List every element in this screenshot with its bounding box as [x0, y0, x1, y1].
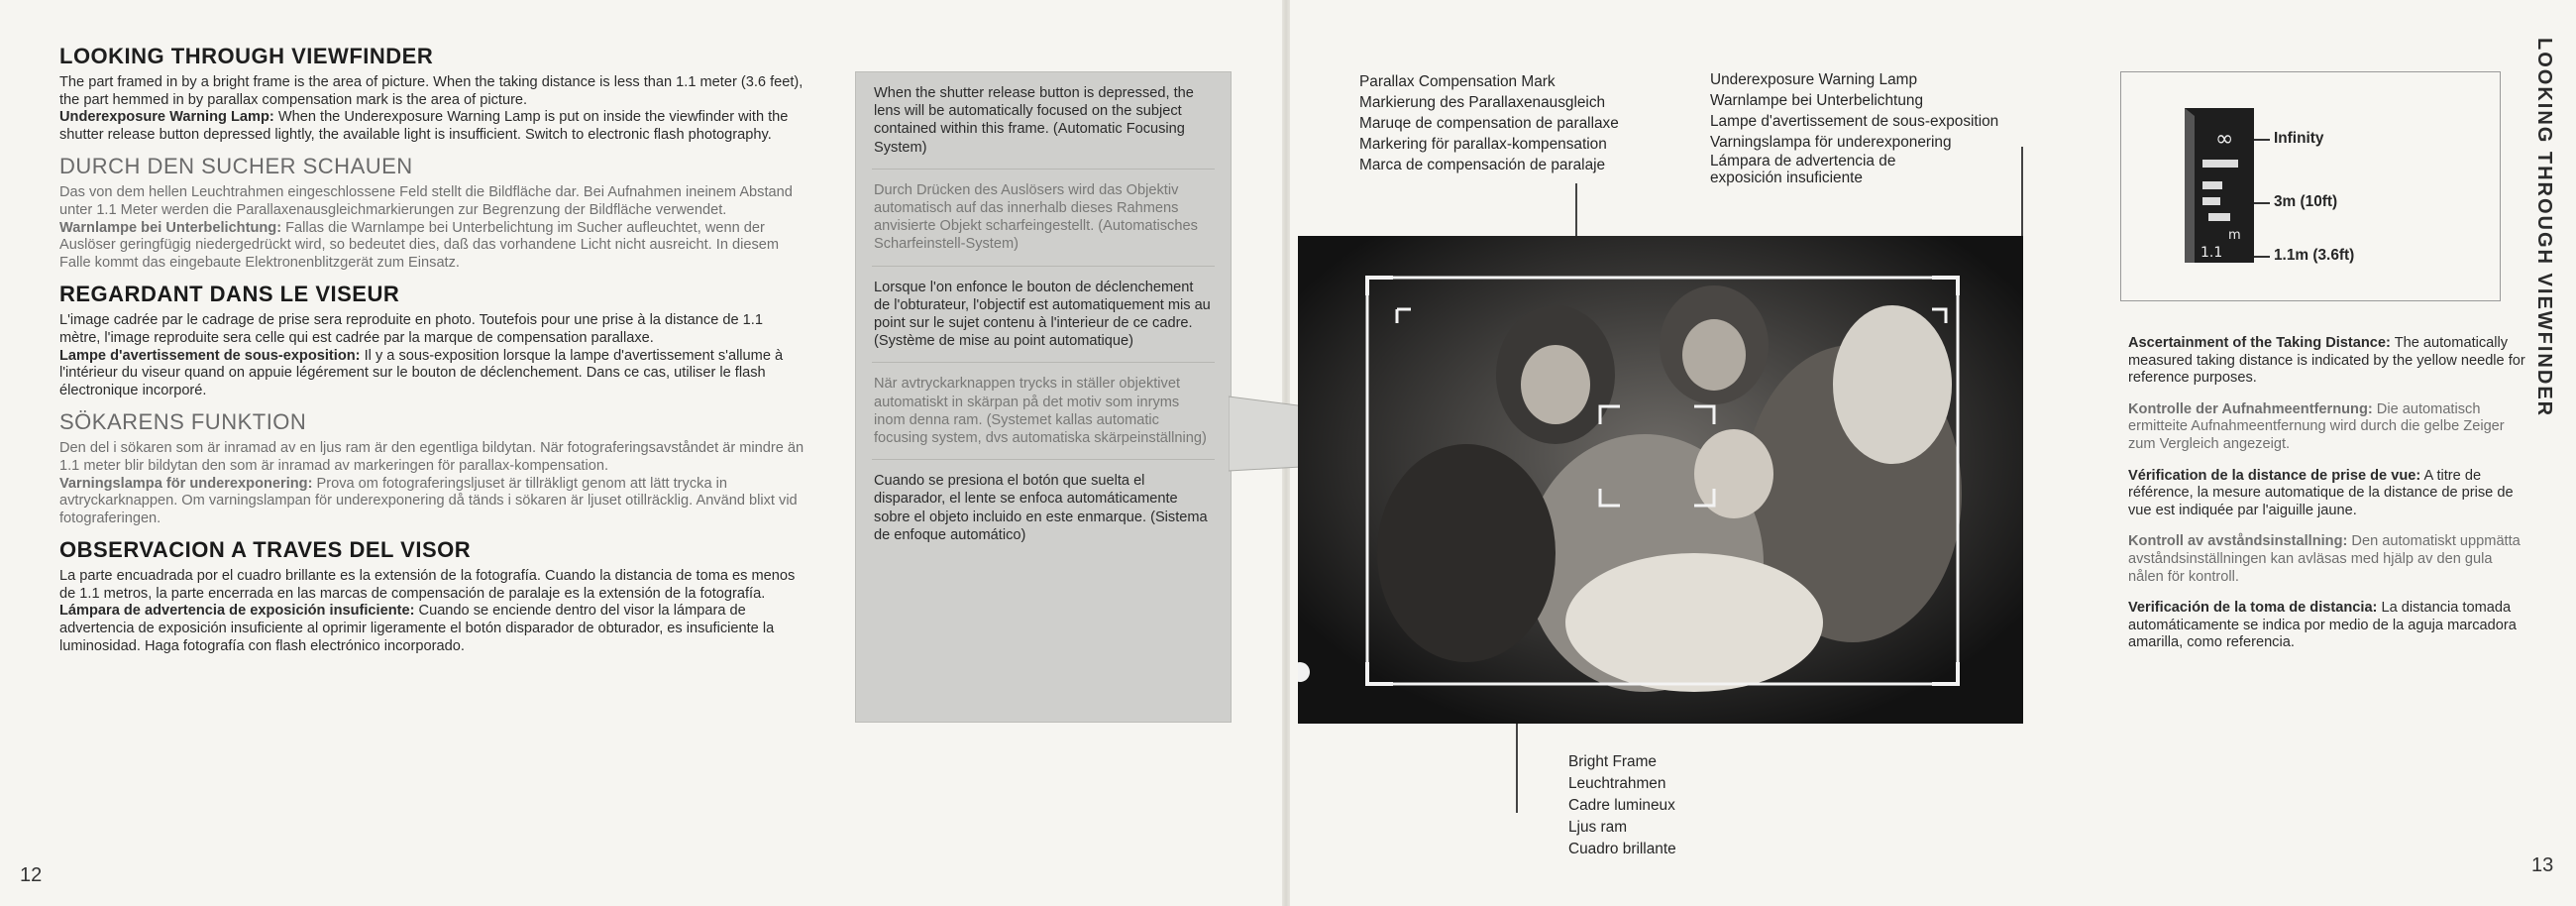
section-paragraph-2 — [59, 603, 807, 655]
label-line: Cuadro brillante — [1568, 841, 1676, 857]
term-text: A titre de référence, la mesure automatique de la distance de prise de vue est indiquée par l'aiguille jaune. — [2128, 467, 2514, 518]
label-line: Cadre lumineux — [1568, 797, 1675, 814]
section-english — [59, 44, 807, 144]
page-number-right: 13 — [2531, 854, 2554, 876]
distance-text-fr — [2128, 468, 2526, 520]
section-paragraph: Den del i sökaren som är inramad av en ljus ram är den egentliga bildytan. När fotograferingsavståndet är mindre än 1.1 meter blir bildytan den som är inramad av markeringen för parallax-kompensation. — [59, 440, 805, 474]
leader-line-frame — [1516, 724, 1518, 813]
term: Ascertainment of the Taking Distance: — [2128, 335, 2391, 351]
term-text: Die automatisch ermitteite Aufnahmeentfernung wird durch die gelbe Zeiger zum Vergleich angezeigt. — [2128, 400, 2505, 452]
distance-text-en — [2128, 335, 2526, 388]
label-line: Underexposure Warning Lamp — [1710, 71, 1918, 88]
label-line: Warnlampe bei Unterbelichtung — [1710, 92, 1924, 109]
label-line: Lampe d'avertissement de sous-exposition — [1710, 113, 1999, 130]
term: Lámpara de advertencia de exposición insuficiente: — [59, 603, 415, 620]
autofocus-callout-box — [855, 71, 1232, 723]
scale-mark-m: m — [2228, 228, 2241, 243]
term: Varningslampa för underexponering: — [59, 475, 313, 492]
term: Kontroll av avståndsinstallning: — [2128, 533, 2348, 550]
label-line: Maruqe de compensation de parallaxe — [1359, 115, 1619, 132]
section-heading: LOOKING THROUGH VIEWFINDER — [59, 44, 434, 68]
section-paragraph-2 — [59, 109, 807, 144]
section-paragraph-2 — [59, 476, 807, 528]
callout-text-en: When the shutter release button is depressed, the lens will be automatically focused on the subject contained within this frame. (Automatic Focusing System) — [874, 85, 1194, 156]
warning-lamp-labels — [1710, 69, 1998, 186]
term: Underexposure Warning Lamp: — [59, 109, 274, 126]
vertical-title — [2522, 38, 2561, 553]
scale-label-3m: 3m (10ft) — [2274, 193, 2338, 210]
distance-text-de — [2128, 401, 2526, 454]
term-text: Fallas die Warnlampe bei Unterbelichtung im Sucher aufleuchtet, wenn der Auslöser geringfügig niedergedrückt wird, so bedeutet dies, daß das vorhandene Licht nicht ausreicht. In diesem Falle kommt das eingebaute Elektronenblitzgerät zum Einsatz. — [59, 219, 780, 271]
label-line: Marca de compensación de paralaje — [1359, 157, 1606, 173]
term-text: When the Underexposure Warning Lamp is put on inside the viewfinder with the shutter release button depressed lightly, the available light is insufficient. Switch to electronic flash photography. — [59, 109, 789, 143]
scale-mark-near: 1.1 — [2200, 245, 2223, 261]
page-number-left: 12 — [20, 864, 43, 886]
term: Kontrolle der Aufnahmeentfernung: — [2128, 400, 2373, 417]
scale-mark-infinity: ∞ — [2215, 127, 2234, 152]
term: Lampe d'avertissement de sous-exposition: — [59, 347, 361, 364]
section-swedish — [59, 409, 807, 527]
section-paragraph: L'image cadrée par le cadrage de prise sera reproduite en photo. Toutefois pour une prise à la distance de 1.1 mètre, l'image reproduite sera celle qui est cadrée par la marque de compensation parallaxe. — [59, 312, 763, 346]
section-spanish — [59, 537, 807, 655]
label-line: Varningslampa för underexponering — [1710, 134, 1952, 151]
term-text: La distancia tomada automáticamente se indica por medio de la aguja marcadora amarilla, como referencia. — [2128, 600, 2517, 651]
term-text: The automatically measured taking distance is indicated by the yellow needle for reference purposes. — [2128, 335, 2525, 387]
callout-text-sv: När avtryckarknappen trycks in ställer objektivet automatiskt in skärpan på det motiv som inryms inom denna ram. (Systemet kallas automatic focusing system, dvs automatiska skärpeinställning) — [874, 376, 1207, 447]
term: Vérification de la distance de prise de vue: — [2128, 467, 2421, 484]
term: Warnlampe bei Unterbelichtung: — [59, 219, 282, 236]
label-line: Lámpara de advertencia de — [1710, 153, 1896, 170]
label-line: exposición insuficiente — [1710, 170, 1863, 186]
section-paragraph-2 — [59, 348, 807, 400]
section-heading: OBSERVACION A TRAVES DEL VISOR — [59, 537, 472, 563]
label-line: Bright Frame — [1568, 753, 1657, 770]
left-text-column — [59, 44, 807, 665]
section-heading: REGARDANT DANS LE VISEUR — [59, 282, 400, 307]
section-paragraph: La parte encuadrada por el cuadro brillante es la extensión de la fotografía. Cuando la distancia de toma es menos de 1.1 metros, la parte encerrada en las marcas de compensación de paralaje es la extensión de la fotografía. — [59, 568, 796, 602]
label-line: Markering för parallax-kompensation — [1359, 136, 1607, 153]
term-text: Cuando se enciende dentro del visor la lámpara de advertencia de exposición insuficiente al oprimir ligeramente el botón disparador de obturador, es insuficiente la luminosidad. Haga fotografía con flash electrónico incorporado. — [59, 603, 775, 654]
label-line: Leuchtrahmen — [1568, 775, 1666, 792]
scale-label-1m: 1.1m (3.6ft) — [2274, 247, 2355, 264]
section-french — [59, 282, 807, 399]
vertical-title-text: LOOKING THROUGH VIEWFINDER — [2533, 38, 2555, 418]
term: Verificación de la toma de distancia: — [2128, 600, 2378, 617]
section-paragraph: The part framed in by a bright frame is the area of picture. When the taking distance is less than 1.1 meter (3.6 feet), the part hemmed in by parallax compensation mark is the area of picture. — [59, 74, 804, 108]
callout-text-de: Durch Drücken des Auslösers wird das Objektiv automatisch auf das innerhalb dieses Rahmens anvisierte Objekt scharfeingestellt. (Automatisches Scharfeinstell-System) — [874, 181, 1198, 253]
viewfinder-photo — [1298, 236, 2023, 724]
distance-text-sv — [2128, 533, 2526, 586]
label-line: Markierung des Parallaxenausgleich — [1359, 94, 1606, 111]
section-heading: SÖKARENS FUNKTION — [59, 409, 307, 435]
distance-scale-graphic — [2121, 72, 2500, 300]
scale-label-infinity: Infinity — [2274, 130, 2324, 147]
callout-text-es: Cuando se presiona el botón que suelta el disparador, el lente se enfoca automáticamente sobre el objeto incluido en este enmarque. (Sistema de enfoque automático) — [874, 473, 1208, 543]
callout-text-fr: Lorsque l'on enfonce le bouton de déclenchement de l'obturateur, l'objectif est automatiquement mis au point sur le sujet contenu à l'interieur de ce cadre. (Système de mise au point automatique) — [874, 279, 1211, 350]
distance-texts — [2128, 335, 2526, 652]
term-text: Prova om fotograferingsljuset är tillräkligt genom att lätt trycka in avtryckarknappen. Om varningslampan för underexponering då tänds i sökaren är ljuset otillräcklig. Använd blixt vid fotograferingen. — [59, 475, 798, 526]
distance-scale-box — [2120, 71, 2501, 301]
section-paragraph: Das von dem hellen Leuchtrahmen eingeschlossene Feld stellt die Bildfläche dar. Bei Aufnahmen ineinem Abstand unter 1.1 Meter werden die Parallaxenausgleichmarkierungen zur Begrenzung der Bildfläche verwendet. — [59, 184, 793, 218]
distance-text-es — [2128, 600, 2526, 652]
parallax-mark-labels — [1359, 71, 1619, 175]
label-line: Parallax Compensation Mark — [1359, 73, 1556, 90]
section-german — [59, 154, 807, 272]
term-text: Den automatiskt uppmätta avståndsinställningen kan avläsas med hjälp av den gula nålen för kontroll. — [2128, 533, 2521, 585]
term-text: Il y a sous-exposition lorsque la lampe d'avertissement s'allume à l'intérieur du viseur quand on appuie légérement sur le bouton de déclenchement. Dans ce cas, utiliser le flash électronique incorporé. — [59, 347, 784, 398]
label-line: Ljus ram — [1568, 819, 1628, 836]
section-heading: DURCH DEN SUCHER SCHAUEN — [59, 154, 413, 179]
section-paragraph-2 — [59, 220, 807, 273]
bright-frame-labels — [1568, 751, 1676, 860]
